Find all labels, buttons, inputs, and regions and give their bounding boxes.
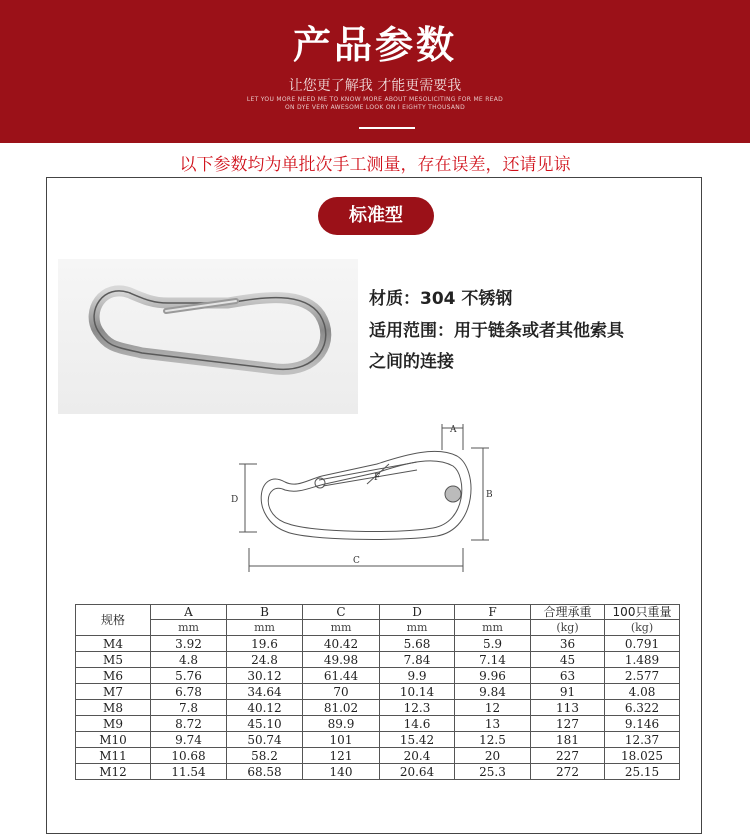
dimension-drawing [227,424,507,584]
carabiner-image [58,259,358,414]
header-a: A [151,605,227,620]
table-cell: 50.74 [227,732,303,748]
header-d: D [380,605,455,620]
header-weight: 100只重量 [605,605,680,620]
header-c: C [303,605,380,620]
table-cell: 0.791 [605,636,680,652]
table-row [76,700,680,716]
table-cell: 6.322 [605,700,680,716]
table-cell: 81.02 [303,700,380,716]
usage-spec-line-1: 适用范围：用于链条或者其他索具 [369,321,624,341]
table-cell: 40.12 [227,700,303,716]
unit-load: (kg) [531,620,605,636]
table-cell: 15.42 [380,732,455,748]
table-cell: 63 [531,668,605,684]
product-panel [46,177,702,834]
table-cell-spec: M4 [76,636,151,652]
table-cell: 9.84 [455,684,531,700]
table-row [76,748,680,764]
measurement-notice: 以下参数均为单批次手工测量，存在误差，还请见谅 [179,155,571,175]
table-cell: 8.72 [151,716,227,732]
table-cell: 7.84 [380,652,455,668]
table-cell: 40.42 [303,636,380,652]
table-cell-spec: M7 [76,684,151,700]
table-cell: 9.96 [455,668,531,684]
table-cell: 113 [531,700,605,716]
table-cell-spec: M9 [76,716,151,732]
table-cell: 10.68 [151,748,227,764]
table-cell: 49.98 [303,652,380,668]
carabiner-photo [58,259,358,414]
table-cell: 272 [531,764,605,780]
table-cell: 4.8 [151,652,227,668]
table-cell: 20.4 [380,748,455,764]
table-cell: 91 [531,684,605,700]
table-cell: 25.3 [455,764,531,780]
unit-f: mm [455,620,531,636]
table-cell: 34.64 [227,684,303,700]
table-cell: 24.8 [227,652,303,668]
table-cell: 2.577 [605,668,680,684]
table-row [76,668,680,684]
table-cell: 12.3 [380,700,455,716]
table-cell: 19.6 [227,636,303,652]
table-cell: 20 [455,748,531,764]
table-cell: 121 [303,748,380,764]
section-label-badge: 标准型 [318,197,434,235]
table-cell: 11.54 [151,764,227,780]
table-cell: 101 [303,732,380,748]
table-cell: 58.2 [227,748,303,764]
table-body [76,636,680,780]
table-cell-spec: M12 [76,764,151,780]
table-cell: 89.9 [303,716,380,732]
page-title: 产品参数 [292,23,457,67]
table-cell: 13 [455,716,531,732]
table-cell: 4.08 [605,684,680,700]
unit-c: mm [303,620,380,636]
table-cell: 14.6 [380,716,455,732]
dimension-label-c: C [353,556,360,566]
table-row [76,684,680,700]
table-cell: 30.12 [227,668,303,684]
table-header-row [76,605,680,620]
banner-divider [359,127,415,129]
table-cell: 9.74 [151,732,227,748]
banner-tagline-line-1: LET YOU MORE NEED ME TO KNOW MORE ABOUT MESOLICITING FOR ME READ [246,96,504,103]
table-row [76,716,680,732]
table-cell: 227 [531,748,605,764]
table-cell: 140 [303,764,380,780]
table-row [76,764,680,780]
table-cell-spec: M11 [76,748,151,764]
table-row [76,652,680,668]
dimension-label-f: F [374,473,381,483]
table-cell: 3.92 [151,636,227,652]
unit-weight: (kg) [605,620,680,636]
table-cell: 36 [531,636,605,652]
table-cell: 6.78 [151,684,227,700]
table-cell-spec: M8 [76,700,151,716]
table-cell: 25.15 [605,764,680,780]
header-spec: 规格 [76,605,151,636]
table-cell: 5.76 [151,668,227,684]
table-cell: 20.64 [380,764,455,780]
parameter-table [75,604,680,780]
dimension-label-b: B [486,490,493,500]
table-cell: 45.10 [227,716,303,732]
table-cell: 9.9 [380,668,455,684]
table-cell-spec: M10 [76,732,151,748]
table-unit-row [76,620,680,636]
table-cell: 181 [531,732,605,748]
table-cell: 7.8 [151,700,227,716]
unit-b: mm [227,620,303,636]
table-cell: 5.68 [380,636,455,652]
dimension-label-d: D [231,495,239,505]
header-f: F [455,605,531,620]
banner-tagline [240,96,510,112]
table-cell: 12 [455,700,531,716]
header-load: 合理承重 [531,605,605,620]
table-cell: 9.146 [605,716,680,732]
material-spec: 材质：304 不锈钢 [369,289,513,309]
table-cell-spec: M6 [76,668,151,684]
unit-a: mm [151,620,227,636]
table-cell: 10.14 [380,684,455,700]
table-cell: 70 [303,684,380,700]
unit-d: mm [380,620,455,636]
table-row [76,636,680,652]
usage-spec-line-2: 之间的连接 [369,352,454,372]
table-cell: 61.44 [303,668,380,684]
banner-tagline-line-2: ON DYE VERY AWESOME LOOK ON I EIGHTY THOUSAND [284,104,466,111]
banner-subtitle: 让您更了解我 才能更需要我 [288,78,462,94]
table-cell: 1.489 [605,652,680,668]
table-row [76,732,680,748]
table-cell: 12.5 [455,732,531,748]
table-cell: 127 [531,716,605,732]
dimension-label-a: A [450,425,457,435]
header-banner [0,0,750,143]
table-cell: 7.14 [455,652,531,668]
table-cell-spec: M5 [76,652,151,668]
header-b: B [227,605,303,620]
table-cell: 45 [531,652,605,668]
table-cell: 68.58 [227,764,303,780]
table-cell: 18.025 [605,748,680,764]
table-cell: 5.9 [455,636,531,652]
table-cell: 12.37 [605,732,680,748]
